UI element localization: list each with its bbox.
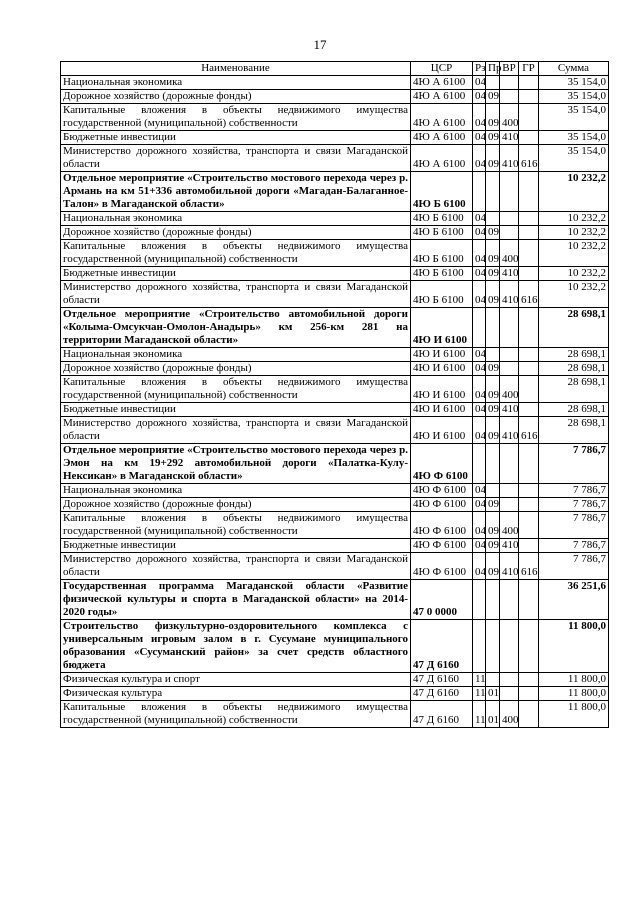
row-rz: 11 [473, 701, 486, 728]
row-csr: 47 Д 6160 [411, 701, 473, 728]
row-rz: 04 [473, 498, 486, 512]
row-vr [500, 90, 519, 104]
row-name: Национальная экономика [61, 484, 411, 498]
row-gr: 616 [519, 281, 539, 308]
row-vr: 400 [500, 240, 519, 267]
row-name: Государственная программа Магаданской области «Развитие физической культуры и спорта в Магаданской области» на 2014-2020 годы» [61, 580, 411, 620]
row-gr: 616 [519, 417, 539, 444]
table-row [61, 281, 609, 308]
row-gr [519, 308, 539, 348]
row-vr: 410 [500, 131, 519, 145]
row-pr: 09 [486, 553, 500, 580]
row-gr [519, 172, 539, 212]
row-csr: 4Ю И 6100 [411, 403, 473, 417]
row-gr [519, 348, 539, 362]
row-name: Бюджетные инвестиции [61, 267, 411, 281]
row-vr [500, 308, 519, 348]
row-pr [486, 580, 500, 620]
row-sum: 28 698,1 [539, 403, 609, 417]
row-pr: 09 [486, 131, 500, 145]
row-pr: 01 [486, 687, 500, 701]
row-vr [500, 226, 519, 240]
row-sum: 11 800,0 [539, 620, 609, 673]
row-name: Министерство дорожного хозяйства, транспорта и связи Магаданской области [61, 281, 411, 308]
row-gr [519, 104, 539, 131]
row-name: Капитальные вложения в объекты недвижимого имущества государственной (муниципальной) собственности [61, 104, 411, 131]
row-csr: 4Ю Ф 6100 [411, 539, 473, 553]
row-name: Министерство дорожного хозяйства, транспорта и связи Магаданской области [61, 553, 411, 580]
row-gr [519, 620, 539, 673]
header-gr: ГР [519, 62, 539, 76]
row-csr: 4Ю Ф 6100 [411, 498, 473, 512]
row-pr: 09 [486, 240, 500, 267]
row-rz: 04 [473, 539, 486, 553]
row-rz [473, 172, 486, 212]
row-rz [473, 308, 486, 348]
header-rz: Рз [473, 62, 486, 76]
row-rz: 11 [473, 687, 486, 701]
row-sum: 11 800,0 [539, 687, 609, 701]
row-pr: 09 [486, 417, 500, 444]
row-csr: 4Ю И 6100 [411, 376, 473, 403]
row-sum: 7 786,7 [539, 512, 609, 539]
row-sum: 10 232,2 [539, 172, 609, 212]
table-row [61, 348, 609, 362]
row-vr [500, 673, 519, 687]
row-sum: 28 698,1 [539, 376, 609, 403]
row-rz: 04 [473, 348, 486, 362]
row-vr: 410 [500, 553, 519, 580]
row-csr: 47 0 0000 [411, 580, 473, 620]
row-name: Национальная экономика [61, 212, 411, 226]
row-gr [519, 512, 539, 539]
row-sum: 28 698,1 [539, 417, 609, 444]
row-name: Бюджетные инвестиции [61, 403, 411, 417]
row-sum: 10 232,2 [539, 281, 609, 308]
table-row [61, 687, 609, 701]
row-name: Национальная экономика [61, 348, 411, 362]
row-rz: 04 [473, 226, 486, 240]
row-sum: 10 232,2 [539, 226, 609, 240]
row-csr: 4Ю Б 6100 [411, 226, 473, 240]
row-rz: 04 [473, 417, 486, 444]
table-header [61, 62, 609, 76]
row-pr: 09 [486, 226, 500, 240]
row-csr: 4Ю Б 6100 [411, 212, 473, 226]
row-name: Отдельное мероприятие «Строительство мостового перехода через р. Армань на км 51+336 автомобильной дороги «Магадан-Балаганное-Талон» в Магаданской области» [61, 172, 411, 212]
row-csr: 4Ю Ф 6100 [411, 444, 473, 484]
row-csr: 4Ю Б 6100 [411, 281, 473, 308]
row-csr: 47 Д 6160 [411, 687, 473, 701]
row-sum: 7 786,7 [539, 539, 609, 553]
row-gr [519, 484, 539, 498]
row-vr: 400 [500, 701, 519, 728]
row-rz: 04 [473, 240, 486, 267]
table-row [61, 444, 609, 484]
row-csr: 4Ю И 6100 [411, 417, 473, 444]
row-vr: 400 [500, 376, 519, 403]
row-pr [486, 212, 500, 226]
row-sum: 35 154,0 [539, 145, 609, 172]
table-row [61, 417, 609, 444]
table-row [61, 226, 609, 240]
header-pr: Пр [486, 62, 500, 76]
row-gr [519, 403, 539, 417]
row-sum: 35 154,0 [539, 131, 609, 145]
row-name: Капитальные вложения в объекты недвижимого имущества государственной (муниципальной) собственности [61, 240, 411, 267]
row-vr [500, 212, 519, 226]
row-csr: 4Ю Б 6100 [411, 172, 473, 212]
table-row [61, 484, 609, 498]
table-row [61, 172, 609, 212]
row-gr [519, 90, 539, 104]
row-vr [500, 76, 519, 90]
table-row [61, 145, 609, 172]
row-name: Дорожное хозяйство (дорожные фонды) [61, 226, 411, 240]
table-row [61, 701, 609, 728]
row-csr: 4Ю Б 6100 [411, 267, 473, 281]
row-gr [519, 580, 539, 620]
row-name: Капитальные вложения в объекты недвижимого имущества государственной (муниципальной) собственности [61, 376, 411, 403]
row-vr: 410 [500, 403, 519, 417]
row-rz: 04 [473, 76, 486, 90]
row-csr: 4Ю Ф 6100 [411, 553, 473, 580]
row-vr [500, 444, 519, 484]
row-gr [519, 131, 539, 145]
row-vr [500, 687, 519, 701]
row-csr: 4Ю И 6100 [411, 362, 473, 376]
row-pr: 09 [486, 90, 500, 104]
table-row [61, 539, 609, 553]
row-name: Бюджетные инвестиции [61, 131, 411, 145]
row-pr: 09 [486, 362, 500, 376]
row-csr: 4Ю А 6100 [411, 145, 473, 172]
row-rz: 04 [473, 145, 486, 172]
row-name: Отдельное мероприятие «Строительство мостового перехода через р. Эмон на км 19+292 автомобильной дороги «Палатка-Кулу-Нексикан» в Магаданской области» [61, 444, 411, 484]
row-vr: 410 [500, 145, 519, 172]
row-rz [473, 580, 486, 620]
row-pr: 09 [486, 145, 500, 172]
row-gr [519, 687, 539, 701]
row-sum: 7 786,7 [539, 498, 609, 512]
row-csr: 4Ю И 6100 [411, 308, 473, 348]
row-name: Дорожное хозяйство (дорожные фонды) [61, 498, 411, 512]
row-sum: 28 698,1 [539, 308, 609, 348]
row-rz [473, 444, 486, 484]
row-sum: 11 800,0 [539, 673, 609, 687]
row-pr: 09 [486, 498, 500, 512]
row-pr [486, 348, 500, 362]
row-gr: 616 [519, 145, 539, 172]
row-rz: 04 [473, 484, 486, 498]
table-row [61, 620, 609, 673]
row-gr [519, 376, 539, 403]
row-csr: 4Ю А 6100 [411, 104, 473, 131]
row-pr [486, 76, 500, 90]
row-rz: 04 [473, 104, 486, 131]
row-name: Строительство физкультурно-оздоровительного комплекса с универсальным игровым залом в г. Сусумане муниципального образования «Сусуманский район» за счет средств областного бюджета [61, 620, 411, 673]
table-row [61, 240, 609, 267]
row-gr [519, 226, 539, 240]
row-sum: 10 232,2 [539, 240, 609, 267]
row-pr [486, 673, 500, 687]
row-gr [519, 240, 539, 267]
row-pr [486, 444, 500, 484]
row-sum: 35 154,0 [539, 76, 609, 90]
row-pr [486, 172, 500, 212]
row-name: Капитальные вложения в объекты недвижимого имущества государственной (муниципальной) собственности [61, 701, 411, 728]
budget-table [60, 61, 609, 728]
row-rz: 04 [473, 376, 486, 403]
row-sum: 28 698,1 [539, 348, 609, 362]
table-row [61, 553, 609, 580]
row-vr: 410 [500, 281, 519, 308]
row-rz: 04 [473, 362, 486, 376]
row-pr: 09 [486, 281, 500, 308]
row-rz: 04 [473, 281, 486, 308]
row-vr [500, 348, 519, 362]
row-name: Физическая культура [61, 687, 411, 701]
row-vr [500, 620, 519, 673]
header-name: Наименование [61, 62, 411, 76]
row-rz: 04 [473, 90, 486, 104]
row-pr [486, 308, 500, 348]
row-rz: 04 [473, 553, 486, 580]
row-csr: 4Ю А 6100 [411, 131, 473, 145]
row-rz: 04 [473, 403, 486, 417]
table-row [61, 403, 609, 417]
row-csr: 4Ю Ф 6100 [411, 512, 473, 539]
row-vr: 410 [500, 417, 519, 444]
row-pr [486, 484, 500, 498]
row-name: Отдельное мероприятие «Строительство автомобильной дороги «Колыма-Омсукчан-Омолон-Анадырь» км 256-км 281 на территории Магаданской области» [61, 308, 411, 348]
row-rz: 04 [473, 131, 486, 145]
row-sum: 7 786,7 [539, 484, 609, 498]
row-gr [519, 498, 539, 512]
table-row [61, 376, 609, 403]
row-csr: 4Ю А 6100 [411, 76, 473, 90]
row-sum: 36 251,6 [539, 580, 609, 620]
row-pr [486, 620, 500, 673]
row-gr [519, 444, 539, 484]
row-vr: 400 [500, 512, 519, 539]
row-sum: 7 786,7 [539, 444, 609, 484]
table-row [61, 267, 609, 281]
row-rz: 04 [473, 212, 486, 226]
row-sum: 35 154,0 [539, 90, 609, 104]
row-pr: 09 [486, 267, 500, 281]
header-vr: ВР [500, 62, 519, 76]
table-row [61, 308, 609, 348]
row-gr [519, 362, 539, 376]
row-vr [500, 172, 519, 212]
row-csr: 4Ю А 6100 [411, 90, 473, 104]
row-csr: 4Ю Ф 6100 [411, 484, 473, 498]
row-sum: 7 786,7 [539, 553, 609, 580]
row-sum: 10 232,2 [539, 212, 609, 226]
row-sum: 10 232,2 [539, 267, 609, 281]
row-rz: 04 [473, 267, 486, 281]
table-row [61, 212, 609, 226]
table-row [61, 512, 609, 539]
header-csr: ЦСР [411, 62, 473, 76]
row-name: Национальная экономика [61, 76, 411, 90]
row-rz: 11 [473, 673, 486, 687]
row-vr [500, 484, 519, 498]
row-pr: 09 [486, 403, 500, 417]
row-gr: 616 [519, 553, 539, 580]
header-sum: Сумма [539, 62, 609, 76]
table-row [61, 362, 609, 376]
row-name: Бюджетные инвестиции [61, 539, 411, 553]
row-vr [500, 498, 519, 512]
row-pr: 09 [486, 376, 500, 403]
row-vr: 410 [500, 267, 519, 281]
table-body [61, 76, 609, 728]
table-row [61, 580, 609, 620]
row-csr: 47 Д 6160 [411, 620, 473, 673]
table-row [61, 76, 609, 90]
row-pr: 09 [486, 104, 500, 131]
row-gr [519, 673, 539, 687]
table-row [61, 104, 609, 131]
row-sum: 28 698,1 [539, 362, 609, 376]
row-sum: 35 154,0 [539, 104, 609, 131]
row-pr: 09 [486, 512, 500, 539]
row-sum: 11 800,0 [539, 701, 609, 728]
row-rz: 04 [473, 512, 486, 539]
row-vr [500, 362, 519, 376]
row-csr: 4Ю И 6100 [411, 348, 473, 362]
row-vr: 400 [500, 104, 519, 131]
table-row [61, 498, 609, 512]
row-name: Министерство дорожного хозяйства, транспорта и связи Магаданской области [61, 145, 411, 172]
row-csr: 4Ю Б 6100 [411, 240, 473, 267]
page-number: 17 [313, 37, 327, 52]
table-row [61, 90, 609, 104]
row-vr [500, 580, 519, 620]
row-gr [519, 212, 539, 226]
row-csr: 47 Д 6160 [411, 673, 473, 687]
row-gr [519, 267, 539, 281]
row-name: Министерство дорожного хозяйства, транспорта и связи Магаданской области [61, 417, 411, 444]
row-name: Дорожное хозяйство (дорожные фонды) [61, 90, 411, 104]
row-name: Капитальные вложения в объекты недвижимого имущества государственной (муниципальной) собственности [61, 512, 411, 539]
row-rz [473, 620, 486, 673]
row-gr [519, 76, 539, 90]
table-row [61, 673, 609, 687]
row-name: Дорожное хозяйство (дорожные фонды) [61, 362, 411, 376]
row-gr [519, 701, 539, 728]
row-pr: 09 [486, 539, 500, 553]
table-row [61, 131, 609, 145]
row-pr: 01 [486, 701, 500, 728]
row-name: Физическая культура и спорт [61, 673, 411, 687]
row-gr [519, 539, 539, 553]
row-vr: 410 [500, 539, 519, 553]
